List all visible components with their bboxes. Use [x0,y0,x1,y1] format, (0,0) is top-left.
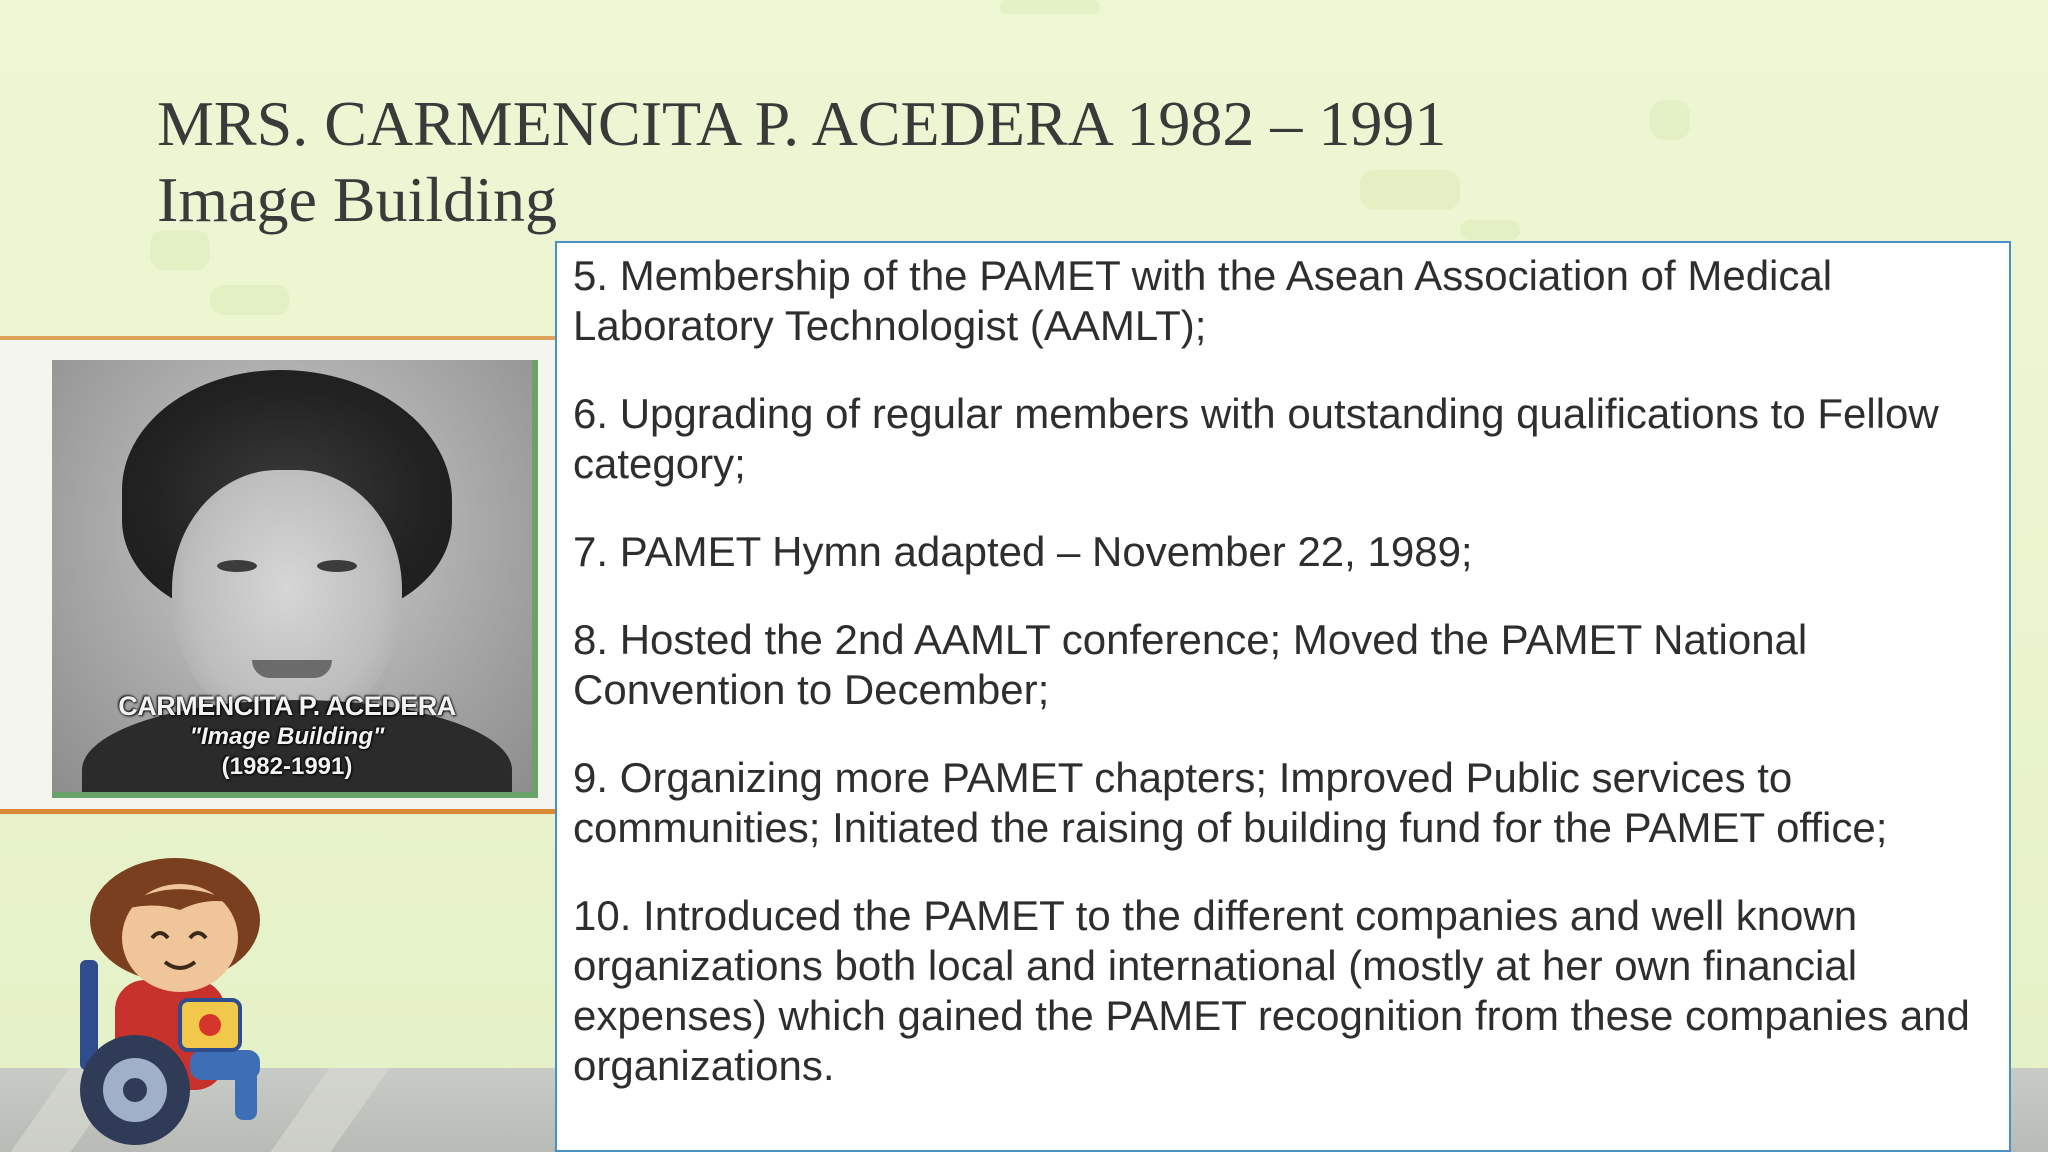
achievement-item: 5. Membership of the PAMET with the Asean Association of Medical Laboratory Technologist (AAMLT); [573,252,1833,349]
portrait-frame [0,336,556,814]
slide-title [157,86,1446,238]
title-line-subtitle: Image Building [157,164,557,235]
portrait-eye-left [217,560,257,572]
wheelchair-girl-icon [60,850,320,1150]
background-patch [1000,0,1100,14]
background-patch [1650,100,1690,140]
achievements-box [555,241,2011,1152]
portrait-caption [52,690,522,782]
portrait-mouth [252,660,332,678]
achievement-item: 6. Upgrading of regular members with outstanding qualifications to Fellow category; [573,390,1939,487]
portrait-eye-right [317,560,357,572]
portrait-photo [52,360,538,798]
caption-years: (1982-1991) [221,753,353,780]
background-patch [210,285,290,315]
achievement-item: 7. PAMET Hymn adapted – November 22, 1989; [573,528,1473,575]
caption-theme: "Image Building" [189,723,385,750]
achievement-item: 10. Introduced the PAMET to the different companies and well known organizations both local and international (mostly at her own financial expenses) which gained the PAMET recognition from these companies and organizations. [573,892,1970,1089]
achievement-item: 9. Organizing more PAMET chapters; Improved Public services to communities; Initiated the raising of building fund for the PAMET office; [573,754,1888,851]
title-line-name: MRS. CARMENCITA P. ACEDERA 1982 – 1991 [157,88,1447,159]
caption-name: CARMENCITA P. ACEDERA [118,691,456,721]
background-patch [1460,220,1520,240]
achievement-item: 8. Hosted the 2nd AAMLT conference; Moved the PAMET National Convention to December; [573,616,1808,713]
